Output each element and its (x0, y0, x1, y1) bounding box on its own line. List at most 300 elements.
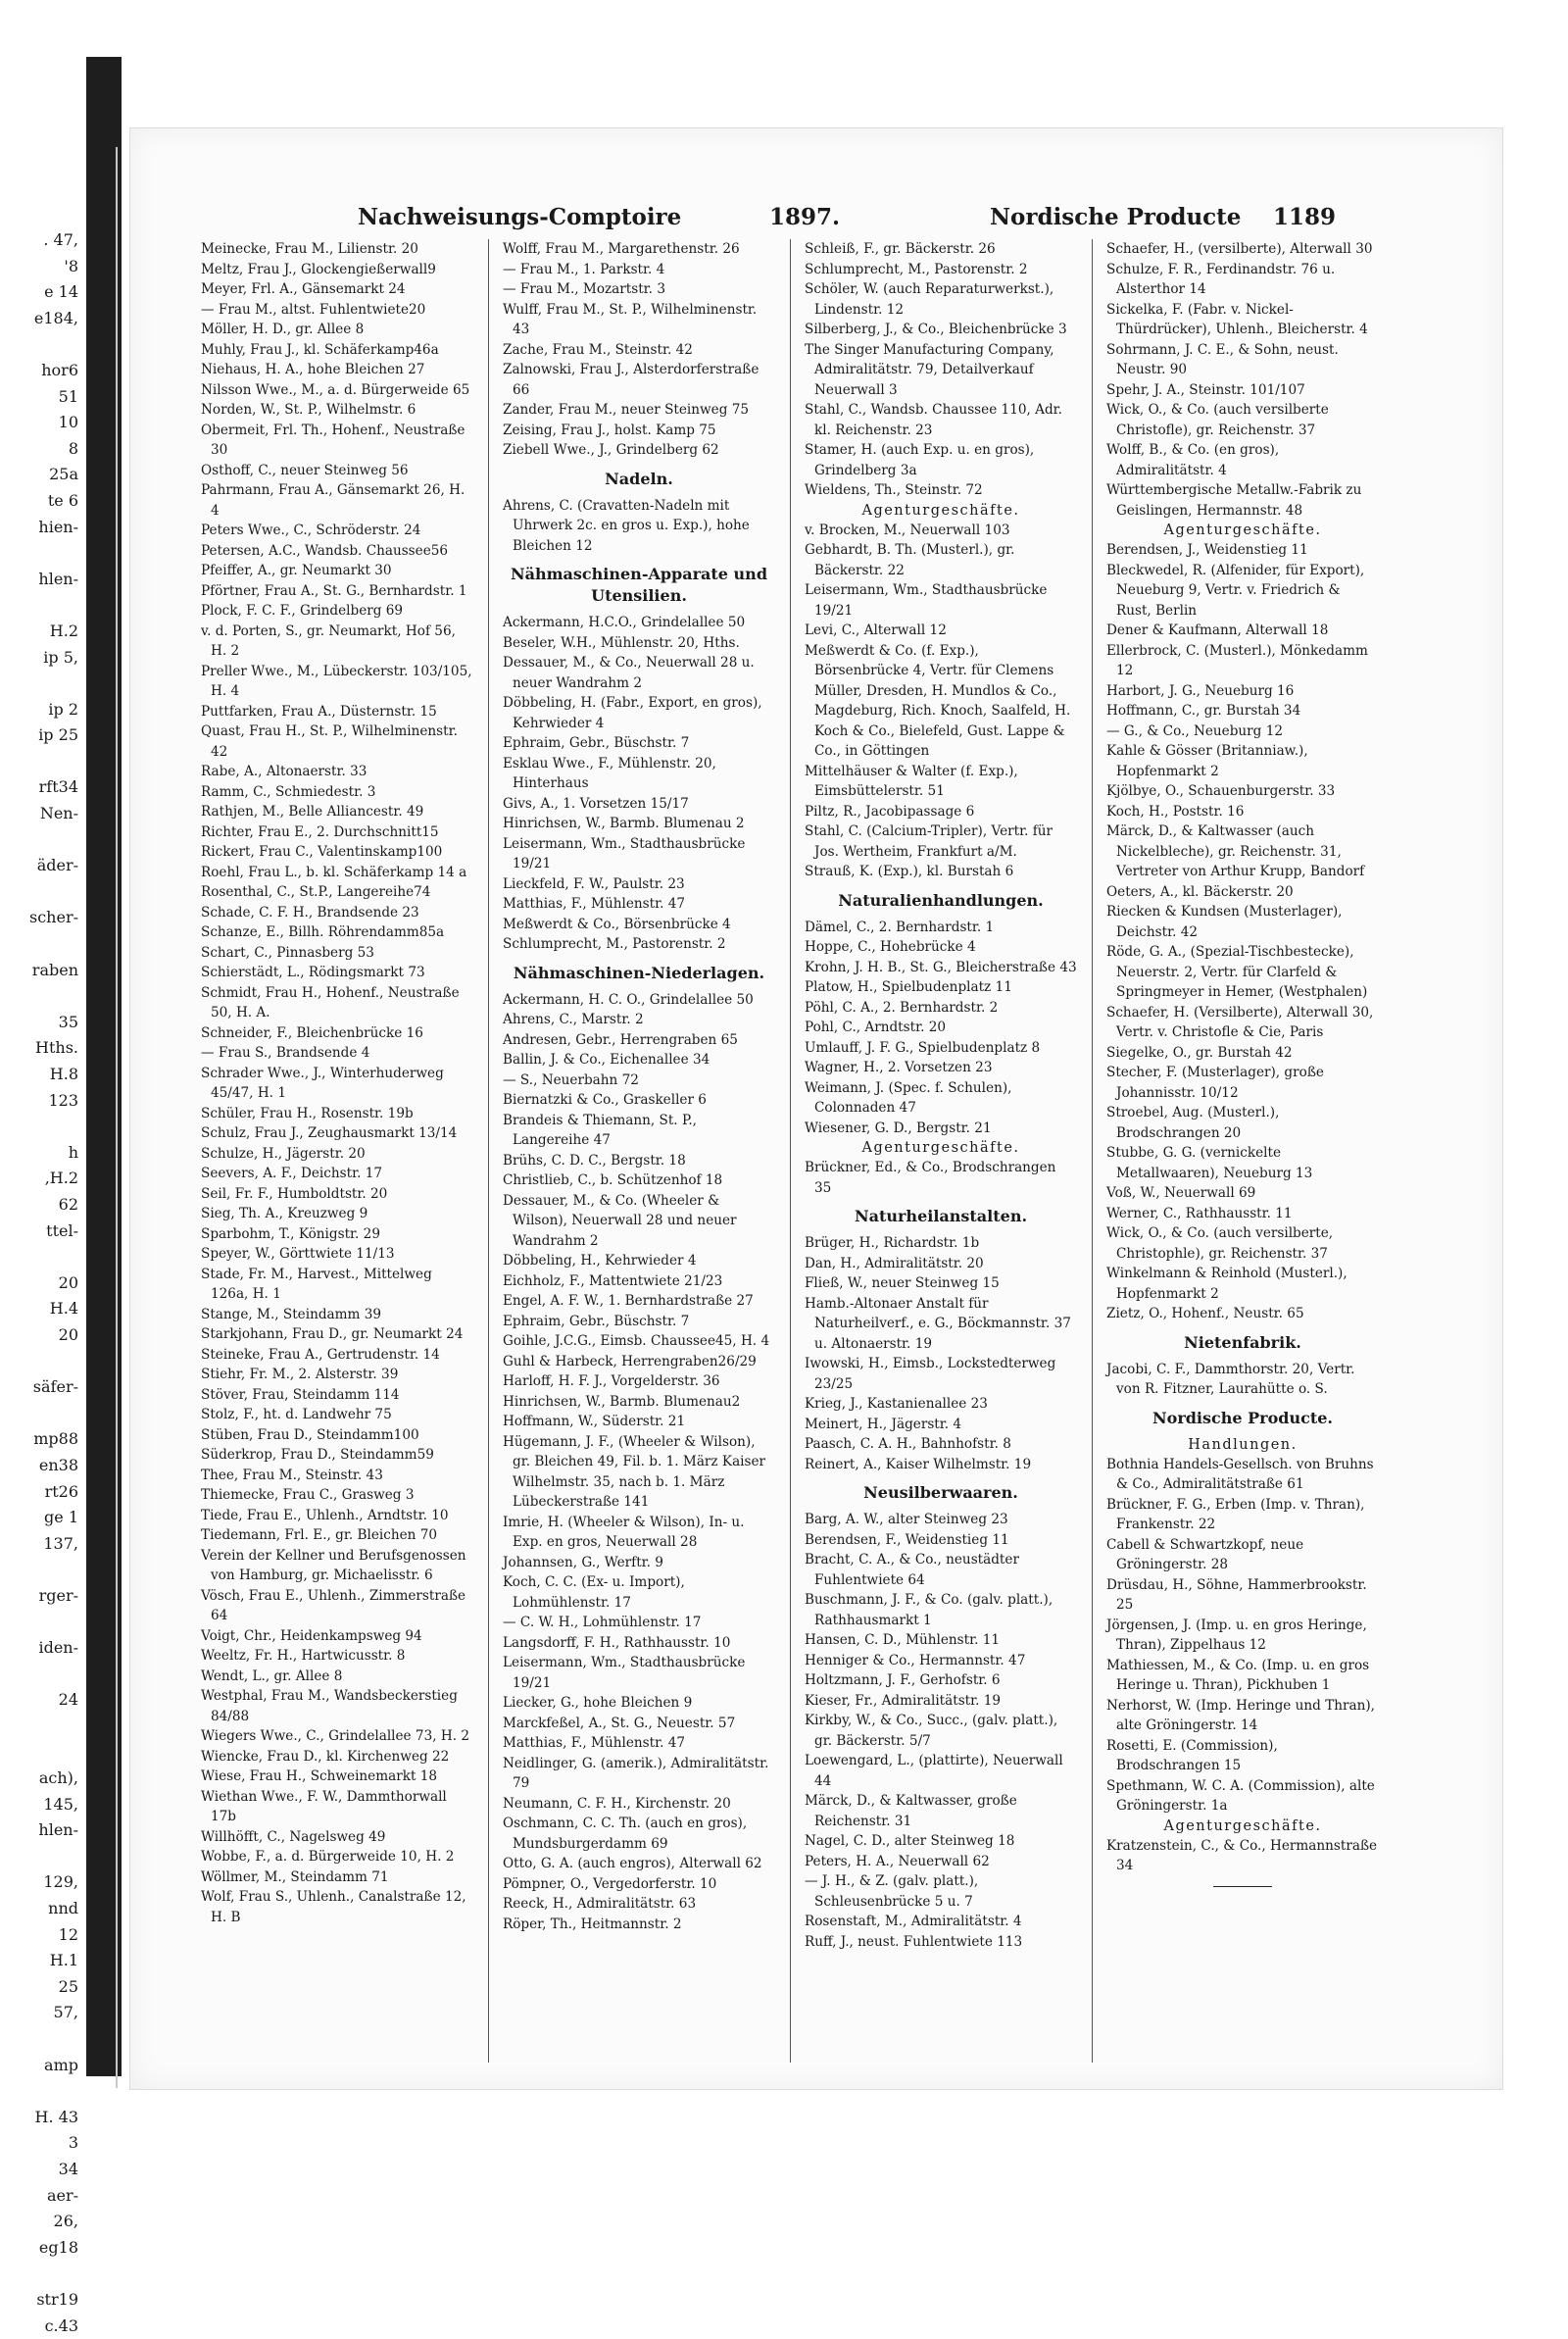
directory-entry: Koch, H., Poststr. 16 (1106, 802, 1379, 822)
directory-entry: Tiede, Frau E., Uhlenh., Arndtstr. 10 (201, 1506, 473, 1526)
directory-entry: Holtzmann, J. F., Gerhofstr. 6 (805, 1670, 1077, 1691)
book-gutter-line (116, 147, 118, 2088)
fragment-line (0, 931, 80, 958)
directory-entry: Ruff, J., neust. Fuhlentwiete 113 (805, 1932, 1077, 1953)
directory-entry: Schüler, Frau H., Rosenstr. 19b (201, 1104, 473, 1124)
directory-entry: Meyer, Frl. A., Gänsemarkt 24 (201, 279, 473, 300)
directory-entry: Krohn, J. H. B., St. G., Bleicherstraße 43 (805, 958, 1077, 978)
directory-entry: Koch, C. C. (Ex- u. Import), Lohmühlenstr. 17 (503, 1572, 775, 1613)
fragment-line: H.2 (0, 619, 80, 645)
directory-entry: Platow, H., Spielbudenplatz 11 (805, 977, 1077, 998)
directory-entry: Rosenstaft, M., Admiralitätstr. 4 (805, 1912, 1077, 1932)
directory-entry: Rickert, Frau C., Valentinskamp100 (201, 842, 473, 863)
directory-entry: Hoppe, C., Hohebrücke 4 (805, 937, 1077, 958)
directory-entry: — G., & Co., Neueburg 12 (1106, 722, 1379, 742)
directory-entry: Andresen, Gebr., Herrengraben 65 (503, 1030, 775, 1051)
directory-entry: Guhl & Harbeck, Herrengraben26/29 (503, 1352, 775, 1372)
column-4 (1106, 239, 1379, 2072)
fragment-line: H.1 (0, 1948, 80, 1974)
directory-entry: Loewengard, L., (plattirte), Neuerwall 44 (805, 1751, 1077, 1791)
directory-entry: Osthoff, C., neuer Steinweg 56 (201, 461, 473, 481)
directory-entry: — C. W. H., Lohmühlenstr. 17 (503, 1613, 775, 1633)
section-heading: Nietenfabrik. (1106, 1332, 1379, 1354)
fragment-line (0, 1114, 80, 1140)
directory-entry: Langsdorff, F. H., Rathhausstr. 10 (503, 1633, 775, 1654)
directory-entry: Ziebell Wwe., J., Grindelberg 62 (503, 440, 775, 461)
fragment-line: hor6 (0, 358, 80, 384)
directory-entry: Neumann, C. F. H., Kirchenstr. 20 (503, 1794, 775, 1815)
directory-entry: Voß, W., Neuerwall 69 (1106, 1183, 1379, 1204)
fragment-line: nnd (0, 1896, 80, 1922)
directory-entry: Weimann, J. (Spec. f. Schulen), Colonnaden 47 (805, 1078, 1077, 1119)
fragment-line: 25 (0, 1974, 80, 2001)
fragment-line: e184, (0, 306, 80, 332)
directory-entry: Stöver, Frau, Steindamm 114 (201, 1385, 473, 1406)
directory-entry: Obermeit, Frl. Th., Hohenf., Neustraße 30 (201, 421, 473, 461)
directory-entry: Rathjen, M., Belle Alliancestr. 49 (201, 802, 473, 822)
directory-entry: Ahrens, C., Marstr. 2 (503, 1010, 775, 1030)
directory-entry: Peters, H. A., Neuerwall 62 (805, 1852, 1077, 1872)
fragment-line: 25a (0, 462, 80, 488)
directory-entry: Zache, Frau M., Steinstr. 42 (503, 340, 775, 361)
directory-entry: Kieser, Fr., Admiralitätstr. 19 (805, 1691, 1077, 1712)
directory-entry: Wolff, Frau M., Margarethenstr. 26 (503, 239, 775, 260)
directory-entry: Dan, H., Admiralitätstr. 20 (805, 1254, 1077, 1274)
directory-entry: Wick, O., & Co. (auch versilberte Christofle), gr. Reichenstr. 37 (1106, 400, 1379, 440)
directory-entry: Wagner, H., 2. Vorsetzen 23 (805, 1058, 1077, 1078)
directory-entry: Brüger, H., Richardstr. 1b (805, 1233, 1077, 1254)
directory-entry: Mittelhäuser & Walter (f. Exp.), Eimsbüttelerstr. 51 (805, 762, 1077, 802)
fragment-line: 145, (0, 1792, 80, 1818)
directory-entry: Hoffmann, W., Süderstr. 21 (503, 1412, 775, 1432)
directory-entry: — Frau S., Brandsende 4 (201, 1043, 473, 1064)
fragment-line: . 47, (0, 227, 80, 254)
directory-entry: Hamb.-Altonaer Anstalt für Naturheilverf., e. G., Böckmannstr. 37 u. Altonaerstr. 19 (805, 1294, 1077, 1355)
fragment-line: 24 (0, 1687, 80, 1714)
fragment-line (0, 1714, 80, 1740)
fragment-line: ge 1 (0, 1505, 80, 1531)
fragment-line: ttel- (0, 1219, 80, 1245)
directory-entry: Zietz, O., Hohenf., Neustr. 65 (1106, 1304, 1379, 1324)
subsection-heading: Agenturgeschäfte. (1106, 1816, 1379, 1836)
fragment-line (0, 749, 80, 775)
fragment-line (0, 2078, 80, 2105)
directory-entry: Wiesener, G. D., Bergstr. 21 (805, 1119, 1077, 1139)
directory-entry: Stade, Fr. M., Harvest., Mittelweg 126a, H. 1 (201, 1265, 473, 1305)
directory-entry: Sparbohm, T., Königstr. 29 (201, 1224, 473, 1245)
directory-entry: Biernatzki & Co., Graskeller 6 (503, 1090, 775, 1111)
section-heading: Neusilberwaaren. (805, 1482, 1077, 1504)
page-number: 1189 (1273, 204, 1336, 230)
directory-entry: Zalnowski, Frau J., Alsterdorferstraße 66 (503, 360, 775, 400)
directory-entry: Schart, C., Pinnasberg 53 (201, 943, 473, 964)
fragment-line: str19 (0, 2287, 80, 2314)
fragment-line: hlen- (0, 567, 80, 593)
directory-entry: Pahrmann, Frau A., Gänsemarkt 26, H. 4 (201, 480, 473, 521)
directory-entry: Ephraim, Gebr., Büschstr. 7 (503, 1312, 775, 1332)
directory-entry: Matthias, F., Mühlenstr. 47 (503, 894, 775, 915)
column-separator (1092, 239, 1093, 2063)
directory-entry: Süderkrop, Frau D., Steindamm59 (201, 1445, 473, 1466)
directory-entry: Piltz, R., Jacobipassage 6 (805, 802, 1077, 822)
fragment-line (0, 1844, 80, 1870)
directory-entry: Ackermann, H. C. O., Grindelallee 50 (503, 990, 775, 1011)
fragment-line: hlen- (0, 1817, 80, 1844)
directory-entry: Harloff, H. F. J., Vorgelderstr. 36 (503, 1371, 775, 1392)
fragment-line (0, 1349, 80, 1375)
directory-entry: Stecher, F. (Musterlager), große Johannisstr. 10/12 (1106, 1063, 1379, 1103)
directory-entry: Ramm, C., Schmiedestr. 3 (201, 782, 473, 803)
directory-entry: Neidlinger, G. (amerik.), Admiralitätstr. 79 (503, 1754, 775, 1794)
directory-entry: Umlauff, J. F. G., Spielbudenplatz 8 (805, 1038, 1077, 1059)
directory-entry: Leisermann, Wm., Stadthausbrücke 19/21 (503, 834, 775, 874)
directory-entry: Rabe, A., Altonaerstr. 33 (201, 762, 473, 782)
fragment-line: 20 (0, 1322, 80, 1349)
fragment-line: 26, (0, 2209, 80, 2235)
directory-entry: Dämel, C., 2. Bernhardstr. 1 (805, 918, 1077, 938)
directory-entry: Meltz, Frau J., Glockengießerwall9 (201, 260, 473, 280)
directory-entry: Thee, Frau M., Steinstr. 43 (201, 1466, 473, 1486)
directory-entry: Ellerbrock, C. (Musterl.), Mönkedamm 12 (1106, 641, 1379, 681)
fragment-line: iden- (0, 1635, 80, 1662)
directory-entry: Zander, Frau M., neuer Steinweg 75 (503, 400, 775, 421)
directory-entry: Märck, D., & Kaltwasser, große Reichenstr. 31 (805, 1791, 1077, 1831)
directory-entry: Eichholz, F., Mattentwiete 21/23 (503, 1271, 775, 1292)
header-year: 1897. (769, 204, 840, 230)
directory-entry: Buschmann, J. F., & Co. (galv. platt.), Rathhausmarkt 1 (805, 1590, 1077, 1630)
header-section-title: Nachweisungs-Comptoire (358, 204, 681, 230)
directory-entry: Röde, G. A., (Spezial-Tischbestecke), Neuerstr. 2, Vertr. für Clarfeld & Springmeyer in Hemer, (Westphalen) (1106, 942, 1379, 1003)
directory-entry: Wobbe, F., a. d. Bürgerweide 10, H. 2 (201, 1847, 473, 1867)
subsection-heading: Agenturgeschäfte. (1106, 521, 1379, 540)
directory-entry: Weeltz, Fr. H., Hartwicusstr. 8 (201, 1646, 473, 1667)
directory-entry: Levi, C., Alterwall 12 (805, 621, 1077, 641)
directory-entry: Berendsen, F., Weidenstieg 11 (805, 1530, 1077, 1551)
directory-entry: Beseler, W.H., Mühlenstr. 20, Hths. (503, 633, 775, 654)
directory-entry: Schierstädt, L., Rödingsmarkt 73 (201, 963, 473, 983)
directory-entry: Johannsen, G., Werftr. 9 (503, 1553, 775, 1573)
directory-entry: Barg, A. W., alter Steinweg 23 (805, 1510, 1077, 1530)
fragment-line: amp (0, 2053, 80, 2079)
directory-entry: — Frau M., altst. Fuhlentwiete20 (201, 300, 473, 321)
directory-entry: Brandeis & Thiemann, St. P., Langereihe 47 (503, 1111, 775, 1151)
directory-entry: Rosetti, E. (Commission), Brodschrangen 15 (1106, 1736, 1379, 1776)
fragment-line: rt26 (0, 1479, 80, 1506)
fragment-line (0, 1244, 80, 1270)
fragment-line: 3 (0, 2130, 80, 2157)
directory-entry: Wiese, Frau H., Schweinemarkt 18 (201, 1767, 473, 1787)
directory-entry: Matthias, F., Mühlenstr. 47 (503, 1733, 775, 1754)
directory-entry: Silberberg, J., & Co., Bleichenbrücke 3 (805, 320, 1077, 340)
directory-entry: Vösch, Frau E., Uhlenh., Zimmerstraße 64 (201, 1586, 473, 1626)
fragment-line: 10 (0, 410, 80, 436)
fragment-line: 62 (0, 1192, 80, 1219)
directory-entry: Schulze, F. R., Ferdinandstr. 76 u. Alsterthor 14 (1106, 260, 1379, 300)
directory-entry: Ephraim, Gebr., Büschstr. 7 (503, 733, 775, 754)
directory-entry: Speyer, W., Görttwiete 11/13 (201, 1244, 473, 1265)
header-category: Nordische Producte (990, 204, 1241, 230)
directory-entry: — Frau M., Mozartstr. 3 (503, 279, 775, 300)
fragment-line: 123 (0, 1088, 80, 1115)
directory-entry: Sohrmann, J. C. E., & Sohn, neust. Neustr. 90 (1106, 340, 1379, 380)
fragment-line: rger- (0, 1583, 80, 1610)
directory-entry: Spehr, J. A., Steinstr. 101/107 (1106, 380, 1379, 401)
fragment-line: te 6 (0, 488, 80, 515)
fragment-line: 51 (0, 384, 80, 411)
directory-entry: Richter, Frau E., 2. Durchschnitt15 (201, 822, 473, 843)
directory-entry: Norden, W., St. P., Wilhelmstr. 6 (201, 400, 473, 421)
fragment-line (0, 827, 80, 854)
directory-entry: Stamer, H. (auch Exp. u. en gros), Grindelberg 3a (805, 440, 1077, 480)
fragment-line: aer- (0, 2183, 80, 2210)
fragment-line (0, 1401, 80, 1427)
fragment-line (0, 879, 80, 906)
fragment-line: säfer- (0, 1374, 80, 1401)
directory-entry: Berendsen, J., Weidenstieg 11 (1106, 540, 1379, 561)
directory-entry: Schulze, H., Jägerstr. 20 (201, 1144, 473, 1165)
column-2 (503, 239, 775, 2072)
directory-entry: Bleckwedel, R. (Alfenider, für Export), Neueburg 9, Vertr. v. Friedrich & Rust, Berlin (1106, 561, 1379, 622)
directory-entry: Nerhorst, W. (Imp. Heringe und Thran), alte Gröningerstr. 14 (1106, 1696, 1379, 1736)
directory-entry: Seevers, A. F., Deichstr. 17 (201, 1164, 473, 1184)
fragment-line (0, 331, 80, 358)
directory-entry: Goihle, J.C.G., Eimsb. Chaussee45, H. 4 (503, 1331, 775, 1352)
fragment-line: ip 5, (0, 645, 80, 672)
directory-entry: Oeters, A., kl. Bäckerstr. 20 (1106, 882, 1379, 903)
fragment-line: H.8 (0, 1062, 80, 1088)
directory-entry: Seil, Fr. F., Humboldtstr. 20 (201, 1184, 473, 1205)
directory-entry: Peters Wwe., C., Schröderstr. 24 (201, 521, 473, 541)
section-heading: Naturalienhandlungen. (805, 890, 1077, 912)
directory-entry: Schade, C. F. H., Brandsende 23 (201, 903, 473, 923)
directory-entry: Gebhardt, B. Th. (Musterl.), gr. Bäckerstr. 22 (805, 540, 1077, 580)
fragment-line: 35 (0, 1010, 80, 1036)
directory-entry: Wiencke, Frau D., kl. Kirchenweg 22 (201, 1747, 473, 1767)
directory-entry: Henniger & Co., Hermannstr. 47 (805, 1651, 1077, 1671)
directory-entry: Märck, D., & Kaltwasser (auch Nickelbleche), gr. Reichenstr. 31, Vertreter von Arthur Krupp, Bandorf (1106, 821, 1379, 882)
directory-entry: Möller, H. D., gr. Allee 8 (201, 320, 473, 340)
column-separator (488, 239, 489, 2063)
fragment-line: hien- (0, 515, 80, 541)
directory-entry: Kratzenstein, C., & Co., Hermannstraße 34 (1106, 1836, 1379, 1876)
directory-entry: — Frau M., 1. Parkstr. 4 (503, 260, 775, 280)
fragment-line: 137, (0, 1531, 80, 1558)
directory-entry: Roehl, Frau L., b. kl. Schäferkamp 14 a (201, 863, 473, 883)
directory-entry: Voigt, Chr., Heidenkampsweg 94 (201, 1626, 473, 1647)
directory-entry: Meinecke, Frau M., Lilienstr. 20 (201, 239, 473, 260)
directory-entry: Pohl, C., Arndtstr. 20 (805, 1018, 1077, 1038)
section-heading: Nadeln. (503, 469, 775, 490)
fragment-line: 12 (0, 1922, 80, 1949)
directory-entry: Ballin, J. & Co., Eichenallee 34 (503, 1050, 775, 1070)
fragment-line (0, 1662, 80, 1688)
fragment-line: ,H.2 (0, 1166, 80, 1192)
directory-entry: Reeck, H., Admiralitätstr. 63 (503, 1894, 775, 1915)
directory-entry: v. Brocken, M., Neuerwall 103 (805, 521, 1077, 541)
directory-entry: Drüsdau, H., Söhne, Hammerbrookstr. 25 (1106, 1575, 1379, 1616)
directory-entry: Willhöfft, C., Nagelsweg 49 (201, 1827, 473, 1848)
fragment-line (0, 592, 80, 619)
directory-entry: Leisermann, Wm., Stadthausbrücke 19/21 (805, 580, 1077, 621)
fragment-line (0, 1557, 80, 1583)
directory-entry: Schlumprecht, M., Pastorenstr. 2 (503, 934, 775, 955)
directory-entry: Imrie, H. (Wheeler & Wilson), In- u. Exp. en gros, Neuerwall 28 (503, 1513, 775, 1553)
directory-entry: Reinert, A., Kaiser Wilhelmstr. 19 (805, 1455, 1077, 1475)
fragment-line (0, 2261, 80, 2287)
directory-entry: Verein der Kellner und Berufsgenossen von Hamburg, gr. Michaelisstr. 6 (201, 1546, 473, 1586)
fragment-line: raben (0, 958, 80, 984)
directory-entry: — J. H., & Z. (galv. platt.), Schleusenbrücke 5 u. 7 (805, 1871, 1077, 1912)
directory-entry: Christlieb, C., b. Schützenhof 18 (503, 1170, 775, 1191)
directory-entry: Kjölbye, O., Schauenburgerstr. 33 (1106, 781, 1379, 802)
directory-entry: Strauß, K. (Exp.), kl. Burstah 6 (805, 862, 1077, 882)
directory-entry: Wieldens, Th., Steinstr. 72 (805, 480, 1077, 501)
directory-entry: Nilsson Wwe., M., a. d. Bürgerweide 65 (201, 380, 473, 401)
directory-entry: Hinrichsen, W., Barmb. Blumenau 2 (503, 814, 775, 834)
directory-entry: Paasch, C. A. H., Bahnhofstr. 8 (805, 1434, 1077, 1455)
directory-entry: Stubbe, G. G. (vernickelte Metallwaaren), Neueburg 13 (1106, 1143, 1379, 1183)
directory-entry: Stroebel, Aug. (Musterl.), Brodschrangen 20 (1106, 1103, 1379, 1143)
directory-entry: Meinert, H., Jägerstr. 4 (805, 1415, 1077, 1435)
fragment-line: scher- (0, 905, 80, 931)
section-heading: Nähmaschinen-Niederlagen. (503, 963, 775, 984)
section-heading: Nordische Producte. (1106, 1408, 1379, 1429)
column-1 (201, 239, 473, 2072)
directory-entry: Otto, G. A. (auch engros), Alterwall 62 (503, 1854, 775, 1874)
directory-entry: Wöllmer, M., Steindamm 71 (201, 1867, 473, 1888)
directory-entry: Hinrichsen, W., Barmb. Blumenau2 (503, 1392, 775, 1413)
directory-entry: Schaefer, H. (Versilberte), Alterwall 30, Vertr. v. Christofle & Cie, Paris (1106, 1003, 1379, 1043)
directory-entry: Puttfarken, Frau A., Düsternstr. 15 (201, 702, 473, 722)
directory-entry: Hügemann, J. F., (Wheeler & Wilson), gr. Bleichen 49, Fil. b. 1. März Kaiser Wilhelmstr. 35, nach b. 1. März Lübeckerstraße 141 (503, 1432, 775, 1513)
fragment-line: rft34 (0, 774, 80, 801)
directory-entry: Kirkby, W., & Co., Succ., (galv. platt.), gr. Bäckerstr. 5/7 (805, 1711, 1077, 1751)
directory-entry: Wolf, Frau S., Uhlenh., Canalstraße 12, H. B (201, 1887, 473, 1927)
directory-entry: Wiegers Wwe., C., Grindelallee 73, H. 2 (201, 1726, 473, 1747)
directory-entry: Steineke, Frau A., Gertrudenstr. 14 (201, 1345, 473, 1366)
subsection-heading: Agenturgeschäfte. (805, 501, 1077, 521)
directory-entry: Döbbeling, H. (Fabr., Export, en gros), Kehrwieder 4 (503, 693, 775, 733)
directory-entry: Spethmann, W. C. A. (Commission), alte Gröningerstr. 1a (1106, 1776, 1379, 1816)
directory-entry: Nagel, C. D., alter Steinweg 18 (805, 1831, 1077, 1852)
directory-entry: Meßwerdt & Co., Börsenbrücke 4 (503, 915, 775, 935)
directory-entry: Muhly, Frau J., kl. Schäferkamp46a (201, 340, 473, 361)
fragment-line: H.4 (0, 1296, 80, 1322)
directory-entry: Schmidt, Frau H., Hohenf., Neustraße 50, H. A. (201, 983, 473, 1023)
fragment-line: H. 43 (0, 2105, 80, 2131)
fragment-line: 8 (0, 436, 80, 463)
directory-entry: — S., Neuerbahn 72 (503, 1070, 775, 1091)
fragment-line: ip 25 (0, 722, 80, 749)
directory-entry: Quast, Frau H., St. P., Wilhelminenstr. 42 (201, 722, 473, 762)
directory-entry: Thiemecke, Frau C., Grasweg 3 (201, 1485, 473, 1506)
directory-entry: Westphal, Frau M., Wandsbeckerstieg 84/88 (201, 1686, 473, 1726)
directory-entry: Schanze, E., Billh. Röhrendamm85a (201, 922, 473, 943)
directory-entry: Schaefer, H., (versilberte), Alterwall 30 (1106, 239, 1379, 260)
directory-entry: Wick, O., & Co. (auch versilberte, Christophle), gr. Reichenstr. 37 (1106, 1223, 1379, 1264)
fragment-line (0, 1739, 80, 1766)
fragment-line: ach), (0, 1766, 80, 1792)
directory-entry: Pömpner, O., Vergedorferstr. 10 (503, 1874, 775, 1895)
facing-page-fragment (0, 227, 80, 2070)
directory-entry: Pöhl, C. A., 2. Bernhardstr. 2 (805, 998, 1077, 1019)
directory-entry: Siegelke, O., gr. Burstah 42 (1106, 1043, 1379, 1064)
directory-entry: Meßwerdt & Co. (f. Exp.), Börsenbrücke 4, Vertr. für Clemens Müller, Dresden, H. Mundlos & Co., Magdeburg, Rich. Knoch, Saalfeld, H. Koch & Co., Bielefeld, Gust. Lappe & Co., in Göttingen (805, 641, 1077, 762)
directory-entry: Schneider, F., Bleichenbrücke 16 (201, 1023, 473, 1044)
directory-entry: Hansen, C. D., Mühlenstr. 11 (805, 1630, 1077, 1651)
directory-entry: Starkjohann, Frau D., gr. Neumarkt 24 (201, 1324, 473, 1345)
directory-entry: Rosenthal, C., St.P., Langereihe74 (201, 882, 473, 903)
directory-entry: Stahl, C., Wandsb. Chaussee 110, Adr. kl. Reichenstr. 23 (805, 400, 1077, 440)
directory-entry: Pförtner, Frau A., St. G., Bernhardstr. 1 (201, 581, 473, 602)
directory-entry: Dener & Kaufmann, Alterwall 18 (1106, 621, 1379, 641)
directory-entry: Plock, F. C. F., Grindelberg 69 (201, 601, 473, 622)
directory-entry: Engel, A. F. W., 1. Bernhardstraße 27 (503, 1291, 775, 1312)
directory-entry: Brückner, Ed., & Co., Brodschrangen 35 (805, 1158, 1077, 1198)
directory-entry: Wolff, B., & Co. (en gros), Admiralitätstr. 4 (1106, 440, 1379, 480)
subsection-heading: Agenturgeschäfte. (805, 1138, 1077, 1158)
directory-entry: Werner, C., Rathhausstr. 11 (1106, 1204, 1379, 1224)
directory-entry: Schlumprecht, M., Pastorenstr. 2 (805, 260, 1077, 280)
directory-entry: Dessauer, M., & Co. (Wheeler & Wilson), Neuerwall 28 und neuer Wandrahm 2 (503, 1191, 775, 1252)
section-heading: Nähmaschinen-Apparate und Utensilien. (503, 564, 775, 607)
directory-columns (201, 239, 1298, 2072)
directory-entry: Riecken & Kundsen (Musterlager), Deichstr. 42 (1106, 902, 1379, 942)
fragment-line (0, 540, 80, 567)
fragment-line: eg18 (0, 2235, 80, 2262)
fragment-line: Nen- (0, 801, 80, 827)
directory-entry: Niehaus, H. A., hohe Bleichen 27 (201, 360, 473, 380)
directory-entry: Fließ, W., neuer Steinweg 15 (805, 1273, 1077, 1294)
directory-entry: Jörgensen, J. (Imp. u. en gros Heringe, Thran), Zippelhaus 12 (1106, 1616, 1379, 1656)
directory-entry: Harbort, J. G., Neueburg 16 (1106, 681, 1379, 702)
directory-entry: Winkelmann & Reinhold (Musterl.), Hopfenmarkt 2 (1106, 1264, 1379, 1304)
directory-entry: Ackermann, H.C.O., Grindelallee 50 (503, 613, 775, 633)
fragment-line: mp88 (0, 1426, 80, 1453)
end-rule (1213, 1886, 1272, 1887)
column-3 (805, 239, 1077, 2072)
directory-entry: Dessauer, M., & Co., Neuerwall 28 u. neuer Wandrahm 2 (503, 653, 775, 693)
page-header (201, 204, 1298, 237)
fragment-line: e 14 (0, 279, 80, 306)
fragment-line (0, 1609, 80, 1635)
fragment-line: 57, (0, 2000, 80, 2026)
directory-entry: Schulz, Frau J., Zeughausmarkt 13/14 (201, 1123, 473, 1144)
directory-entry: Liecker, G., hohe Bleichen 9 (503, 1693, 775, 1714)
directory-entry: Esklau Wwe., F., Mühlenstr. 20, Hinterhaus (503, 754, 775, 794)
directory-entry: Bracht, C. A., & Co., neustädter Fuhlentwiete 64 (805, 1550, 1077, 1590)
directory-entry: Stange, M., Steindamm 39 (201, 1305, 473, 1325)
directory-entry: Stolz, F., ht. d. Landwehr 75 (201, 1405, 473, 1425)
section-heading: Naturheilanstalten. (805, 1206, 1077, 1227)
fragment-line: en38 (0, 1453, 80, 1479)
fragment-line: 34 (0, 2157, 80, 2183)
directory-entry: The Singer Manufacturing Company, Admiralitätstr. 79, Detailverkauf Neuerwall 3 (805, 340, 1077, 401)
directory-entry: Kahle & Gösser (Britanniaw.), Hopfenmarkt 2 (1106, 741, 1379, 781)
fragment-line (0, 2026, 80, 2053)
directory-entry: Krieg, J., Kastanienallee 23 (805, 1394, 1077, 1415)
directory-entry: Wendt, L., gr. Allee 8 (201, 1667, 473, 1687)
directory-entry: Preller Wwe., M., Lübeckerstr. 103/105, H. 4 (201, 662, 473, 702)
fragment-line: 129, (0, 1869, 80, 1896)
directory-entry: Givs, A., 1. Vorsetzen 15/17 (503, 794, 775, 815)
directory-entry: Württembergische Metallw.-Fabrik zu Geislingen, Hermannstr. 48 (1106, 480, 1379, 521)
directory-entry: Lieckfeld, F. W., Paulstr. 23 (503, 874, 775, 895)
fragment-line: c.43 (0, 2314, 80, 2339)
directory-entry: Hoffmann, C., gr. Burstah 34 (1106, 701, 1379, 722)
column-separator (790, 239, 791, 2063)
directory-entry: Tiedemann, Frl. E., gr. Bleichen 70 (201, 1525, 473, 1546)
